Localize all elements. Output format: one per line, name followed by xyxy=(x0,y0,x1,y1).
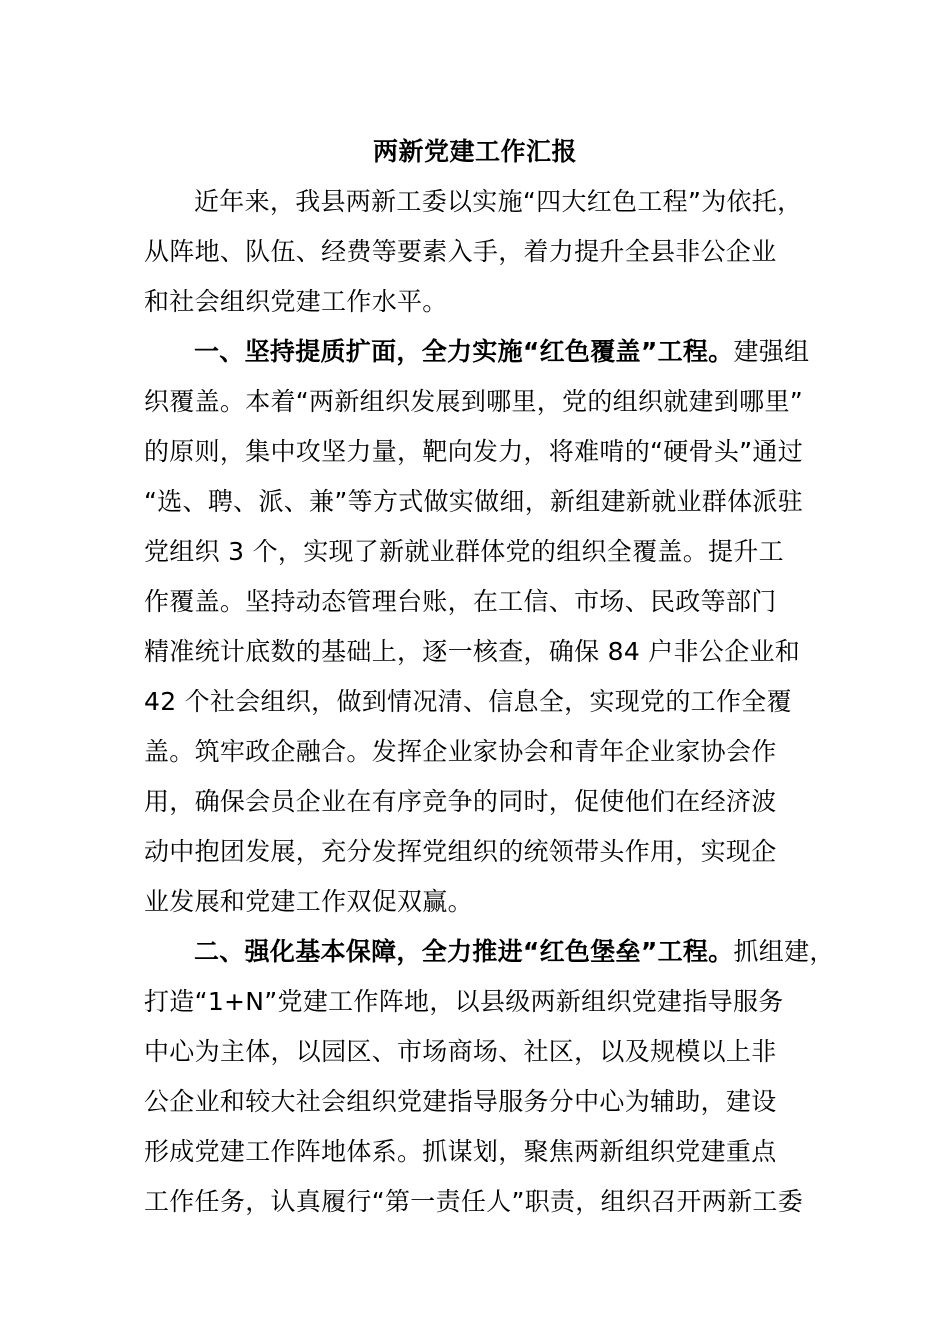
paragraph-line xyxy=(144,1032,777,1072)
line-text: 作覆盖。坚持动态管理台账，在工信、市场、民政等部门 xyxy=(144,587,777,616)
line-text: 42 个社会组织，做到情况清、信息全，实现党的工作全覆 xyxy=(144,687,792,716)
paragraph-line xyxy=(144,532,784,572)
paragraph-line xyxy=(144,232,777,272)
line-text: 和社会组织党建工作水平。 xyxy=(144,287,448,316)
paragraph-line xyxy=(144,1132,777,1172)
line-text: “选、聘、派、兼”等方式做实做细，新组建新就业群体派驻 xyxy=(144,487,804,516)
line-text: 抓组建， xyxy=(733,937,835,966)
paragraph-line xyxy=(144,632,800,672)
line-text: 用，确保会员企业在有序竞争的同时，促使他们在经济波 xyxy=(144,787,777,816)
line-text: 织覆盖。本着“两新组织发展到哪里，党的组织就建到哪里” xyxy=(144,387,804,416)
line-text: 从阵地、队伍、经费等要素入手，着力提升全县非公企业 xyxy=(144,237,777,266)
section-heading: 二、强化基本保障，全力推进“红色堡垒”工程。 xyxy=(194,937,734,966)
line-text: 精准统计底数的基础上，逐一核查，确保 84 户非公企业和 xyxy=(144,637,801,666)
paragraph-line xyxy=(194,332,809,372)
line-text: 党组织 3 个，实现了新就业群体党的组织全覆盖。提升工 xyxy=(144,537,784,566)
paragraph-line xyxy=(144,432,803,472)
paragraph-line xyxy=(144,882,473,922)
line-text: 形成党建工作阵地体系。抓谋划，聚焦两新组织党建重点 xyxy=(144,1137,777,1166)
document-title: 两新党建工作汇报 xyxy=(372,137,577,166)
paragraph-line xyxy=(194,932,835,972)
paragraph-line xyxy=(144,682,792,722)
section-heading: 一、坚持提质扩面，全力实施“红色覆盖”工程。 xyxy=(194,337,734,366)
line-text: 打造“1+N”党建工作阵地，以县级两新组织党建指导服务 xyxy=(144,987,784,1016)
line-text: 公企业和较大社会组织党建指导服务分中心为辅助，建设 xyxy=(144,1087,777,1116)
line-text: 近年来，我县两新工委以实施“四大红色工程”为依托， xyxy=(194,187,803,216)
line-text: 盖。筑牢政企融合。发挥企业家协会和青年企业家协会作 xyxy=(144,737,777,766)
paragraph-line xyxy=(144,282,448,322)
line-text: 建强组 xyxy=(733,337,810,366)
line-text: 动中抱团发展，充分发挥党组织的统领带头作用，实现企 xyxy=(144,837,777,866)
paragraph-line xyxy=(144,582,777,622)
paragraph-line xyxy=(144,1082,777,1122)
line-text: 工作任务，认真履行“第一责任人”职责，组织召开两新工委 xyxy=(144,1187,804,1216)
paragraph-line xyxy=(144,1182,803,1222)
paragraph-line xyxy=(144,782,777,822)
paragraph-line xyxy=(144,732,777,772)
paragraph-line xyxy=(144,832,777,872)
paragraph-line xyxy=(194,182,802,222)
paragraph-line xyxy=(144,482,803,522)
line-text: 业发展和党建工作双促双赢。 xyxy=(144,887,473,916)
line-text: 的原则，集中攻坚力量，靶向发力，将难啃的“硬骨头”通过 xyxy=(144,437,804,466)
paragraph-line xyxy=(144,382,803,422)
line-text: 中心为主体，以园区、市场商场、社区，以及规模以上非 xyxy=(144,1037,777,1066)
paragraph-line xyxy=(144,982,784,1022)
